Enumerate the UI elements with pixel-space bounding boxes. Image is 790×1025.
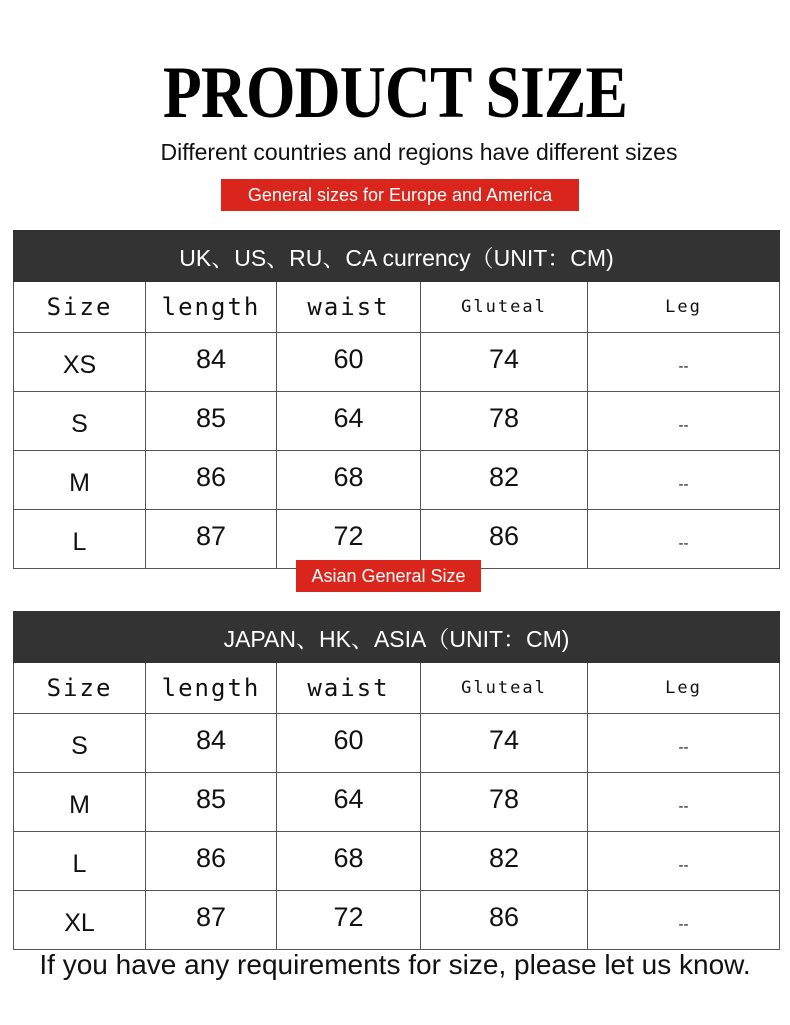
header-length: length xyxy=(146,282,277,333)
header-waist: waist xyxy=(277,663,421,714)
gluteal-cell: 86 xyxy=(421,510,588,569)
leg-cell: -- xyxy=(588,333,780,392)
header-gluteal: Gluteal xyxy=(421,282,588,333)
header-leg: Leg xyxy=(588,282,780,333)
europe-america-size-table xyxy=(13,230,780,569)
header-waist: waist xyxy=(277,282,421,333)
leg-cell: -- xyxy=(588,891,780,950)
table-row xyxy=(14,832,780,891)
length-cell: 85 xyxy=(146,392,277,451)
length-cell: 86 xyxy=(146,451,277,510)
waist-cell: 68 xyxy=(277,832,421,891)
table-row xyxy=(14,451,780,510)
length-cell: 85 xyxy=(146,773,277,832)
table-header-row xyxy=(14,282,780,333)
waist-cell: 60 xyxy=(277,333,421,392)
header-gluteal: Gluteal xyxy=(421,663,588,714)
table-row xyxy=(14,392,780,451)
leg-cell: -- xyxy=(588,832,780,891)
table-row xyxy=(14,333,780,392)
gluteal-cell: 78 xyxy=(421,773,588,832)
asian-size-table xyxy=(13,611,780,950)
size-cell: M xyxy=(14,773,146,832)
table-row xyxy=(14,773,780,832)
table-caption: JAPAN、HK、ASIA（UNIT：CM) xyxy=(14,612,780,663)
asian-size-tag: Asian General Size xyxy=(296,560,481,592)
header-size: Size xyxy=(14,282,146,333)
gluteal-cell: 86 xyxy=(421,891,588,950)
header-length: length xyxy=(146,663,277,714)
leg-cell: -- xyxy=(588,773,780,832)
page-title: PRODUCT SIZE xyxy=(162,52,628,134)
length-cell: 87 xyxy=(146,510,277,569)
waist-cell: 72 xyxy=(277,891,421,950)
waist-cell: 72 xyxy=(277,510,421,569)
length-cell: 84 xyxy=(146,333,277,392)
leg-cell: -- xyxy=(588,451,780,510)
header-size: Size xyxy=(14,663,146,714)
size-cell: L xyxy=(14,510,146,569)
size-cell: XS xyxy=(14,333,146,392)
leg-cell: -- xyxy=(588,392,780,451)
gluteal-cell: 82 xyxy=(421,832,588,891)
leg-cell: -- xyxy=(588,714,780,773)
size-cell: S xyxy=(14,714,146,773)
gluteal-cell: 82 xyxy=(421,451,588,510)
header-leg: Leg xyxy=(588,663,780,714)
gluteal-cell: 78 xyxy=(421,392,588,451)
europe-america-size-tag: General sizes for Europe and America xyxy=(221,179,579,211)
waist-cell: 68 xyxy=(277,451,421,510)
size-cell: XL xyxy=(14,891,146,950)
waist-cell: 60 xyxy=(277,714,421,773)
size-cell: L xyxy=(14,832,146,891)
size-cell: M xyxy=(14,451,146,510)
footer-note: If you have any requirements for size, please let us know. xyxy=(39,949,751,980)
table-header-row xyxy=(14,663,780,714)
leg-cell: -- xyxy=(588,510,780,569)
gluteal-cell: 74 xyxy=(421,333,588,392)
length-cell: 84 xyxy=(146,714,277,773)
page-subtitle: Different countries and regions have different sizes xyxy=(160,139,678,165)
gluteal-cell: 74 xyxy=(421,714,588,773)
length-cell: 87 xyxy=(146,891,277,950)
size-cell: S xyxy=(14,392,146,451)
length-cell: 86 xyxy=(146,832,277,891)
table-row xyxy=(14,714,780,773)
waist-cell: 64 xyxy=(277,392,421,451)
waist-cell: 64 xyxy=(277,773,421,832)
table-caption: UK、US、RU、CA currency（UNIT：CM) xyxy=(14,231,780,282)
